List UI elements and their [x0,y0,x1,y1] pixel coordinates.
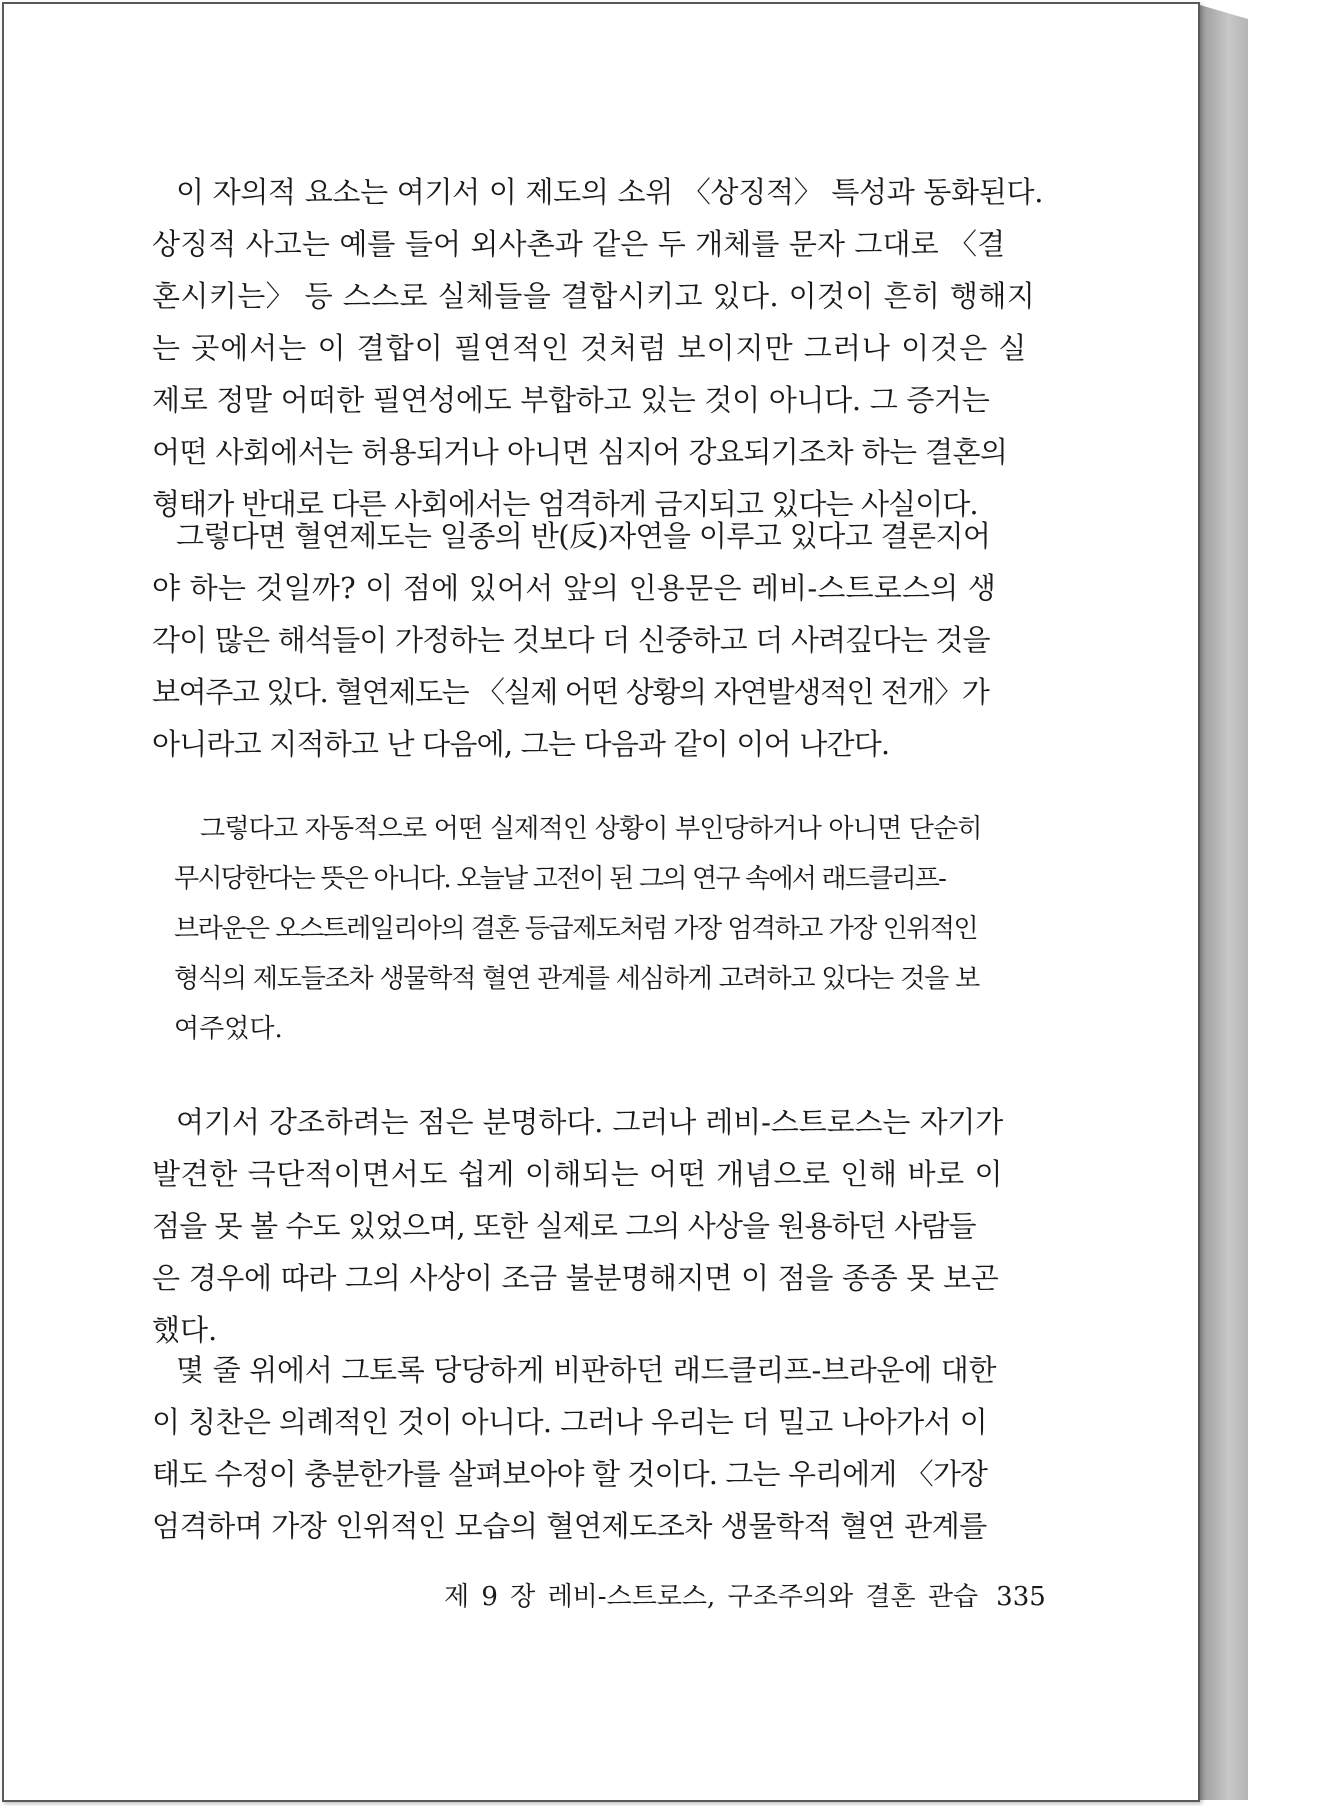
text-line: 했다. [152,1313,218,1347]
text-line: 는 곳에서는 이 결합이 필연적인 것처럼 보이지만 그러나 이것은 실 [152,331,1028,365]
text-line: 그렇다면 혈연제도는 일종의 반(反)자연을 이루고 있다고 결론지어 [176,519,991,553]
text-line: 몇 줄 위에서 그토록 당당하게 비판하던 래드클리프-브라운에 대한 [176,1353,997,1387]
text-line: 보여주고 있다. 혈연제도는 〈실제 어떤 상황의 자연발생적인 전개〉가 [152,675,989,709]
book-page-edge [1200,5,1248,1800]
text-line: 점을 못 볼 수도 있었으며, 또한 실제로 그의 사상을 원용하던 사람들 [152,1209,976,1243]
paragraph-1 [152,166,1043,530]
text-line: 은 경우에 따라 그의 사상이 조금 불분명해지면 이 점을 종종 못 보곤 [152,1261,999,1295]
text-line: 형식의 제도들조차 생물학적 혈연 관계를 세심하게 고려하고 있다는 것을 보 [174,964,979,994]
text-line: 무시당한다는 뜻은 아니다. 오늘날 고전이 된 그의 연구 속에서 래드클리프- [174,864,946,894]
paragraph-3 [152,1096,1003,1356]
text-line: 여주었다. [174,1014,283,1044]
text-line: 여기서 강조하려는 점은 분명하다. 그러나 레비-스트로스는 자기가 [176,1105,1004,1139]
text-line: 각이 많은 해석들이 가정하는 것보다 더 신중하고 더 사려깊다는 것을 [152,623,990,657]
text-line: 이 칭찬은 의례적인 것이 아니다. 그러나 우리는 더 밀고 나아가서 이 [152,1405,987,1439]
text-line: 브라운은 오스트레일리아의 결혼 등급제도처럼 가장 엄격하고 가장 인위적인 [174,914,978,944]
block-quote [174,804,982,1054]
paragraph-2 [152,510,996,770]
text-line: 이 자의적 요소는 여기서 이 제도의 소위 〈상징적〉 특성과 동화된다. [176,175,1044,209]
paragraph-4 [152,1344,996,1552]
text-line: 어떤 사회에서는 허용되거나 아니면 심지어 강요되기조차 하는 결혼의 [152,435,1008,469]
text-line: 엄격하며 가장 인위적인 모습의 혈연제도조차 생물학적 혈연 관계를 [152,1509,987,1543]
running-head: 제 9 장 레비-스트로스, 구조주의와 결혼 관습 [444,1582,979,1612]
text-line: 혼시키는〉 등 스스로 실체들을 결합시키고 있다. 이것이 흔히 행해지 [152,279,1036,313]
text-line: 상징적 사고는 예를 들어 외사촌과 같은 두 개체를 문자 그대로 〈결 [152,227,1006,261]
text-line: 아니라고 지적하고 난 다음에, 그는 다음과 같이 이어 나간다. [152,727,890,761]
text-line: 형태가 반대로 다른 사회에서는 엄격하게 금지되고 있다는 사실이다. [152,487,978,521]
page-footer [444,1576,1046,1613]
text-line: 제로 정말 어떠한 필연성에도 부합하고 있는 것이 아니다. 그 증거는 [152,383,990,417]
book-page [2,2,1200,1802]
text-line: 그렇다고 자동적으로 어떤 실제적인 상황이 부인당하거나 아니면 단순히 [200,814,982,844]
text-line: 발견한 극단적이면서도 쉽게 이해되는 어떤 개념으로 인해 바로 이 [152,1157,1004,1191]
text-line: 야 하는 것일까? 이 점에 있어서 앞의 인용문은 레비-스트로스의 생 [152,571,997,605]
page-number: 335 [996,1582,1046,1612]
text-line: 태도 수정이 충분한가를 살펴보아야 할 것이다. 그는 우리에게 〈가장 [152,1457,988,1491]
